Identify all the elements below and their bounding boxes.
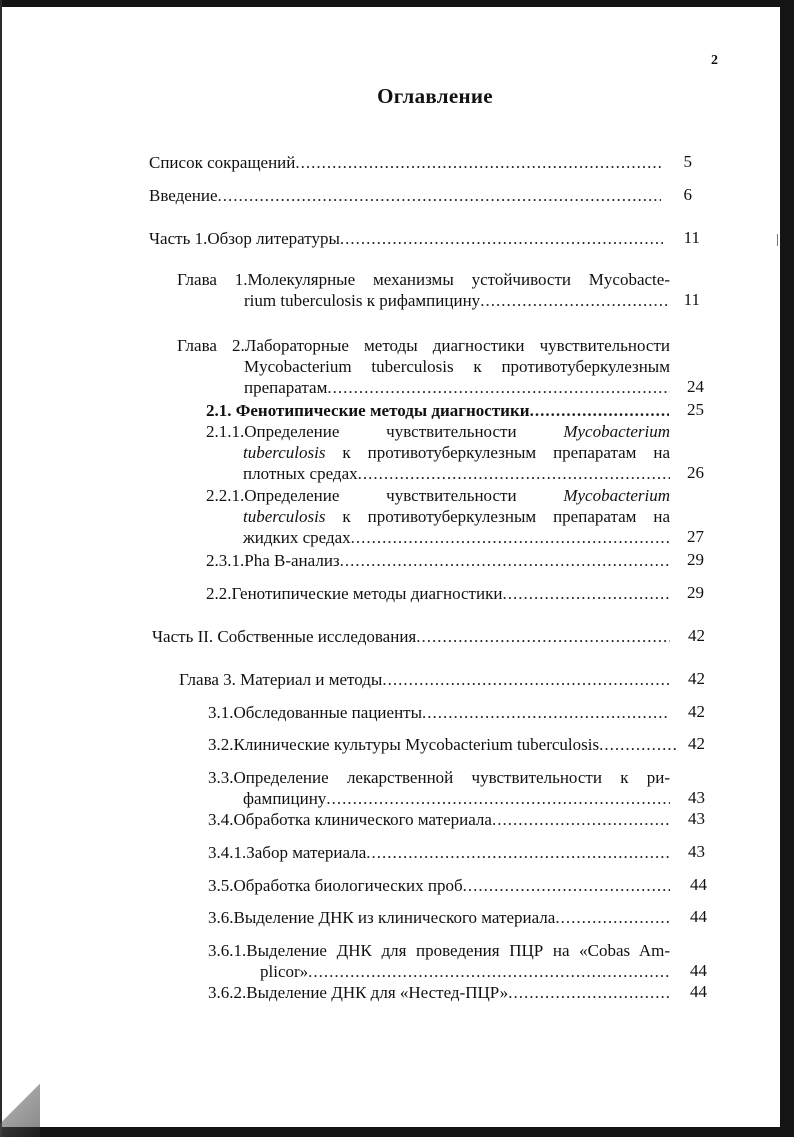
toc-page-number: 44	[690, 982, 707, 1001]
leader-dots	[358, 463, 670, 484]
toc-word-italic: Mycobacterium	[563, 422, 670, 441]
toc-page-number: 27	[687, 527, 704, 546]
toc-page-number: 24	[687, 377, 704, 396]
leader-dots	[508, 982, 670, 1003]
toc-entry-line: 3.6.1.Выделение ДНК для проведения ПЦР на «Cobas Am-	[208, 941, 670, 960]
toc-entry-text: 3.1.Обследованные пациенты	[208, 703, 423, 722]
scan-border-right	[780, 0, 794, 1137]
toc-entry-text: 2.2.Генотипические методы диагностики	[206, 584, 503, 603]
toc-words: к противотуберкулезным препаратам на	[325, 507, 670, 526]
toc-entry-line	[206, 485, 670, 506]
toc-entry-text: 2.1. Фенотипические методы диагностики	[206, 401, 530, 420]
toc-entry-line: Глава 1.Молекулярные механизмы устойчивости Mycobacte-	[177, 270, 670, 289]
toc-entry-intro[interactable]	[149, 185, 661, 206]
toc-page-number: 25	[687, 400, 704, 419]
leader-dots	[326, 788, 670, 809]
toc-entry-text: rium tuberculosis к рифампицину	[244, 291, 481, 310]
toc-entry-text: 2.3.1.Pha B-анализ	[206, 551, 340, 570]
leader-dots	[295, 152, 661, 173]
toc-entry-text: Глава 3. Материал и методы	[179, 670, 383, 689]
toc-page-number: 43	[688, 842, 705, 861]
toc-word-italic: Mycobacterium	[563, 486, 670, 505]
toc-entry-2-3-1[interactable]	[206, 550, 670, 571]
toc-word: 2.1.1.Определение	[206, 422, 340, 441]
page-number: 2	[711, 53, 718, 68]
leader-dots	[480, 290, 670, 311]
toc-word: 2.2.1.Определение	[206, 486, 340, 505]
toc-word: чувствительности	[386, 486, 517, 505]
toc-page-number: 29	[687, 583, 704, 602]
toc-entry-3-1[interactable]	[208, 702, 669, 723]
toc-page-number: 5	[683, 152, 692, 171]
toc-page-number: 44	[690, 907, 707, 926]
leader-dots	[463, 875, 670, 896]
toc-page-number: 44	[690, 875, 707, 894]
toc-entry-3-2[interactable]	[208, 734, 678, 755]
leader-dots	[218, 185, 661, 206]
toc-entry-chapter3[interactable]	[179, 669, 669, 690]
leader-dots	[340, 550, 670, 571]
toc-page-number: 26	[687, 463, 704, 482]
toc-page-number: 6	[683, 185, 692, 204]
toc-entry-2-1[interactable]	[206, 400, 669, 421]
toc-entry-2-1-1[interactable]	[206, 421, 670, 484]
toc-entry-text: 3.6.Выделение ДНК из клинического материала	[208, 908, 556, 927]
toc-entry-line	[206, 421, 670, 442]
toc-entry-line: Глава 2.Лабораторные методы диагностики чувствительности	[177, 336, 670, 355]
scan-border-bottom	[0, 1127, 794, 1137]
toc-entry-3-4[interactable]	[208, 809, 669, 830]
toc-entry-abbreviations[interactable]	[149, 152, 661, 173]
toc-page-number: 43	[688, 809, 705, 828]
leader-dots	[351, 527, 670, 548]
toc-entry-3-3[interactable]	[208, 767, 670, 809]
leader-dots	[422, 702, 669, 723]
toc-entry-text: фампицину	[243, 789, 327, 808]
toc-entry-text: 3.4.Обработка клинического материала	[208, 810, 492, 829]
scan-corner-shadow	[0, 1057, 40, 1137]
toc-entry-text: 3.2.Клинические культуры Mycobacterium tuberculosis	[208, 735, 600, 754]
toc-entry-text: препаратам	[244, 378, 328, 397]
toc-word-italic: tuberculosis	[243, 443, 326, 462]
scan-mark	[777, 234, 778, 246]
toc-entry-2-2-1[interactable]	[206, 485, 670, 548]
leader-dots	[340, 228, 663, 249]
leader-dots	[366, 842, 670, 863]
toc-entry-text: plicor»	[260, 962, 309, 981]
toc-entry-3-4-1[interactable]	[208, 842, 670, 863]
toc-entry-text: Введение	[149, 186, 218, 205]
toc-entry-text: жидких средах	[243, 528, 351, 547]
leader-dots	[416, 626, 670, 647]
toc-entry-text: 3.6.2.Выделение ДНК для «Нестед-ПЦР»	[208, 983, 509, 1002]
toc-entry-line	[206, 506, 670, 527]
toc-entry-part1[interactable]	[149, 228, 663, 249]
toc-page-number: 11	[683, 290, 700, 309]
toc-entry-3-6-1[interactable]	[208, 940, 670, 982]
toc-page-number: 42	[688, 702, 705, 721]
toc-entry-line	[206, 442, 670, 463]
toc-entry-3-6-2[interactable]	[208, 982, 670, 1003]
scan-border-top	[0, 0, 794, 7]
leader-dots	[555, 907, 670, 928]
toc-entry-line: 3.3.Определение лекарственной чувствительности к ри-	[208, 768, 670, 787]
toc-entry-text: Часть II. Собственные исследования	[152, 627, 417, 646]
toc-entry-text: плотных средах	[243, 464, 358, 483]
toc-page-number: 43	[688, 788, 705, 807]
toc-words: к противотуберкулезным препаратам на	[325, 443, 670, 462]
toc-entry-part2[interactable]	[152, 626, 670, 647]
toc-entry-text: 3.5.Обработка биологических проб	[208, 876, 463, 895]
toc-page-number: 42	[688, 669, 705, 688]
toc-entry-text: 3.4.1.Забор материала	[208, 843, 367, 862]
leader-dots	[599, 734, 678, 755]
leader-dots	[308, 961, 670, 982]
toc-page-number: 42	[688, 626, 705, 645]
toc-page-number: 11	[683, 228, 700, 247]
toc-word: чувствительности	[386, 422, 517, 441]
toc-entry-3-6[interactable]	[208, 907, 670, 928]
toc-page-number: 29	[687, 550, 704, 569]
toc-entry-text: Список сокращений	[149, 153, 296, 172]
toc-entry-chapter2[interactable]	[177, 335, 670, 398]
toc-entry-line: Mycobacterium tuberculosis к противотуберкулезным	[244, 357, 670, 376]
toc-entry-2-2[interactable]	[206, 583, 670, 604]
toc-page-number: 42	[688, 734, 705, 753]
toc-page-number: 44	[690, 961, 707, 980]
leader-dots	[502, 583, 670, 604]
toc-word-italic: tuberculosis	[243, 507, 326, 526]
toc-entry-chapter1[interactable]	[177, 269, 670, 311]
leader-dots	[492, 809, 669, 830]
leader-dots	[382, 669, 669, 690]
leader-dots	[327, 377, 670, 398]
toc-entry-text: Часть 1.Обзор литературы	[149, 229, 340, 248]
page-title: Оглавление	[377, 84, 493, 108]
toc-entry-3-5[interactable]	[208, 875, 670, 896]
leader-dots	[530, 400, 669, 421]
scan-border-left	[0, 0, 2, 1137]
